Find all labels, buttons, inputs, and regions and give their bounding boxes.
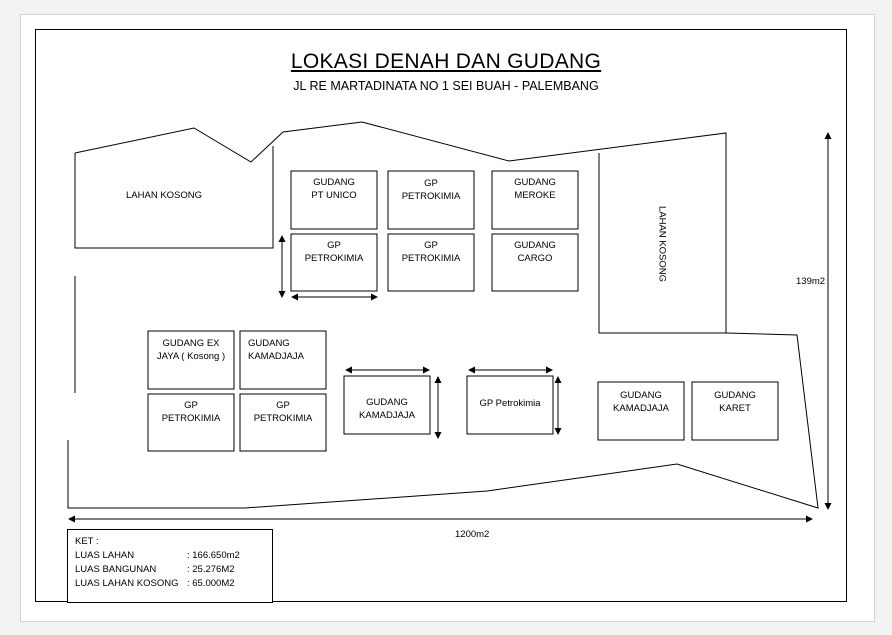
legend-value: : 65.000M2 (187, 578, 235, 589)
legend-box (67, 529, 273, 603)
legend-value: : 166.650m2 (187, 550, 240, 561)
label-gudang-karet: GUDANG KARET (714, 390, 756, 414)
legend-title: KET : (75, 536, 99, 547)
legend-row-luas-lahan (75, 549, 265, 563)
label-gp-petrokimia-5: GP PETROKIMIA (253, 400, 313, 424)
label-site-height: 139m2 (796, 276, 826, 287)
legend-row-luas-lahan-kosong (75, 577, 265, 591)
label-gudang-ex-jaya: GUDANG EX JAYA ( Kosong ) (156, 338, 226, 362)
label-site-width: 1200m2 (455, 529, 490, 540)
label-gp-petrokimia-2: GP PETROKIMIA (304, 240, 364, 264)
legend-row-luas-bangunan (75, 563, 265, 577)
label-gudang-pt-unico: GUDANG PT UNICO (311, 177, 357, 201)
label-gp-petrokimia-3: GP PETROKIMIA (401, 240, 461, 264)
legend-value: : 25.276M2 (187, 564, 235, 575)
label-gp-petrokimia-6: GP Petrokimia (479, 398, 541, 409)
legend-key: LUAS LAHAN KOSONG (75, 578, 179, 589)
page-subtitle: JL RE MARTADINATA NO 1 SEI BUAH - PALEMBANG (293, 79, 599, 93)
label-gudang-cargo: GUDANG CARGO (514, 240, 556, 264)
page-title: LOKASI DENAH DAN GUDANG (290, 50, 602, 73)
label-gudang-kamadjaja-1: GUDANG KAMADJAJA (248, 338, 304, 362)
label-gp-petrokimia-1: GP PETROKIMIA (401, 178, 461, 202)
label-lahan-kosong-right: LAHAN KOSONG (656, 205, 668, 283)
site-boundary-top (75, 122, 726, 333)
legend-key: LUAS LAHAN (75, 550, 135, 561)
legend-key: LUAS BANGUNAN (75, 564, 157, 575)
label-gudang-meroke: GUDANG MEROKE (514, 177, 556, 201)
label-gudang-kamadjaja-2: GUDANG KAMADJAJA (359, 397, 415, 421)
label-lahan-kosong-left: LAHAN KOSONG (126, 190, 203, 201)
label-gudang-kamadjaja-3: GUDANG KAMADJAJA (613, 390, 669, 414)
label-gp-petrokimia-4: GP PETROKIMIA (161, 400, 221, 424)
